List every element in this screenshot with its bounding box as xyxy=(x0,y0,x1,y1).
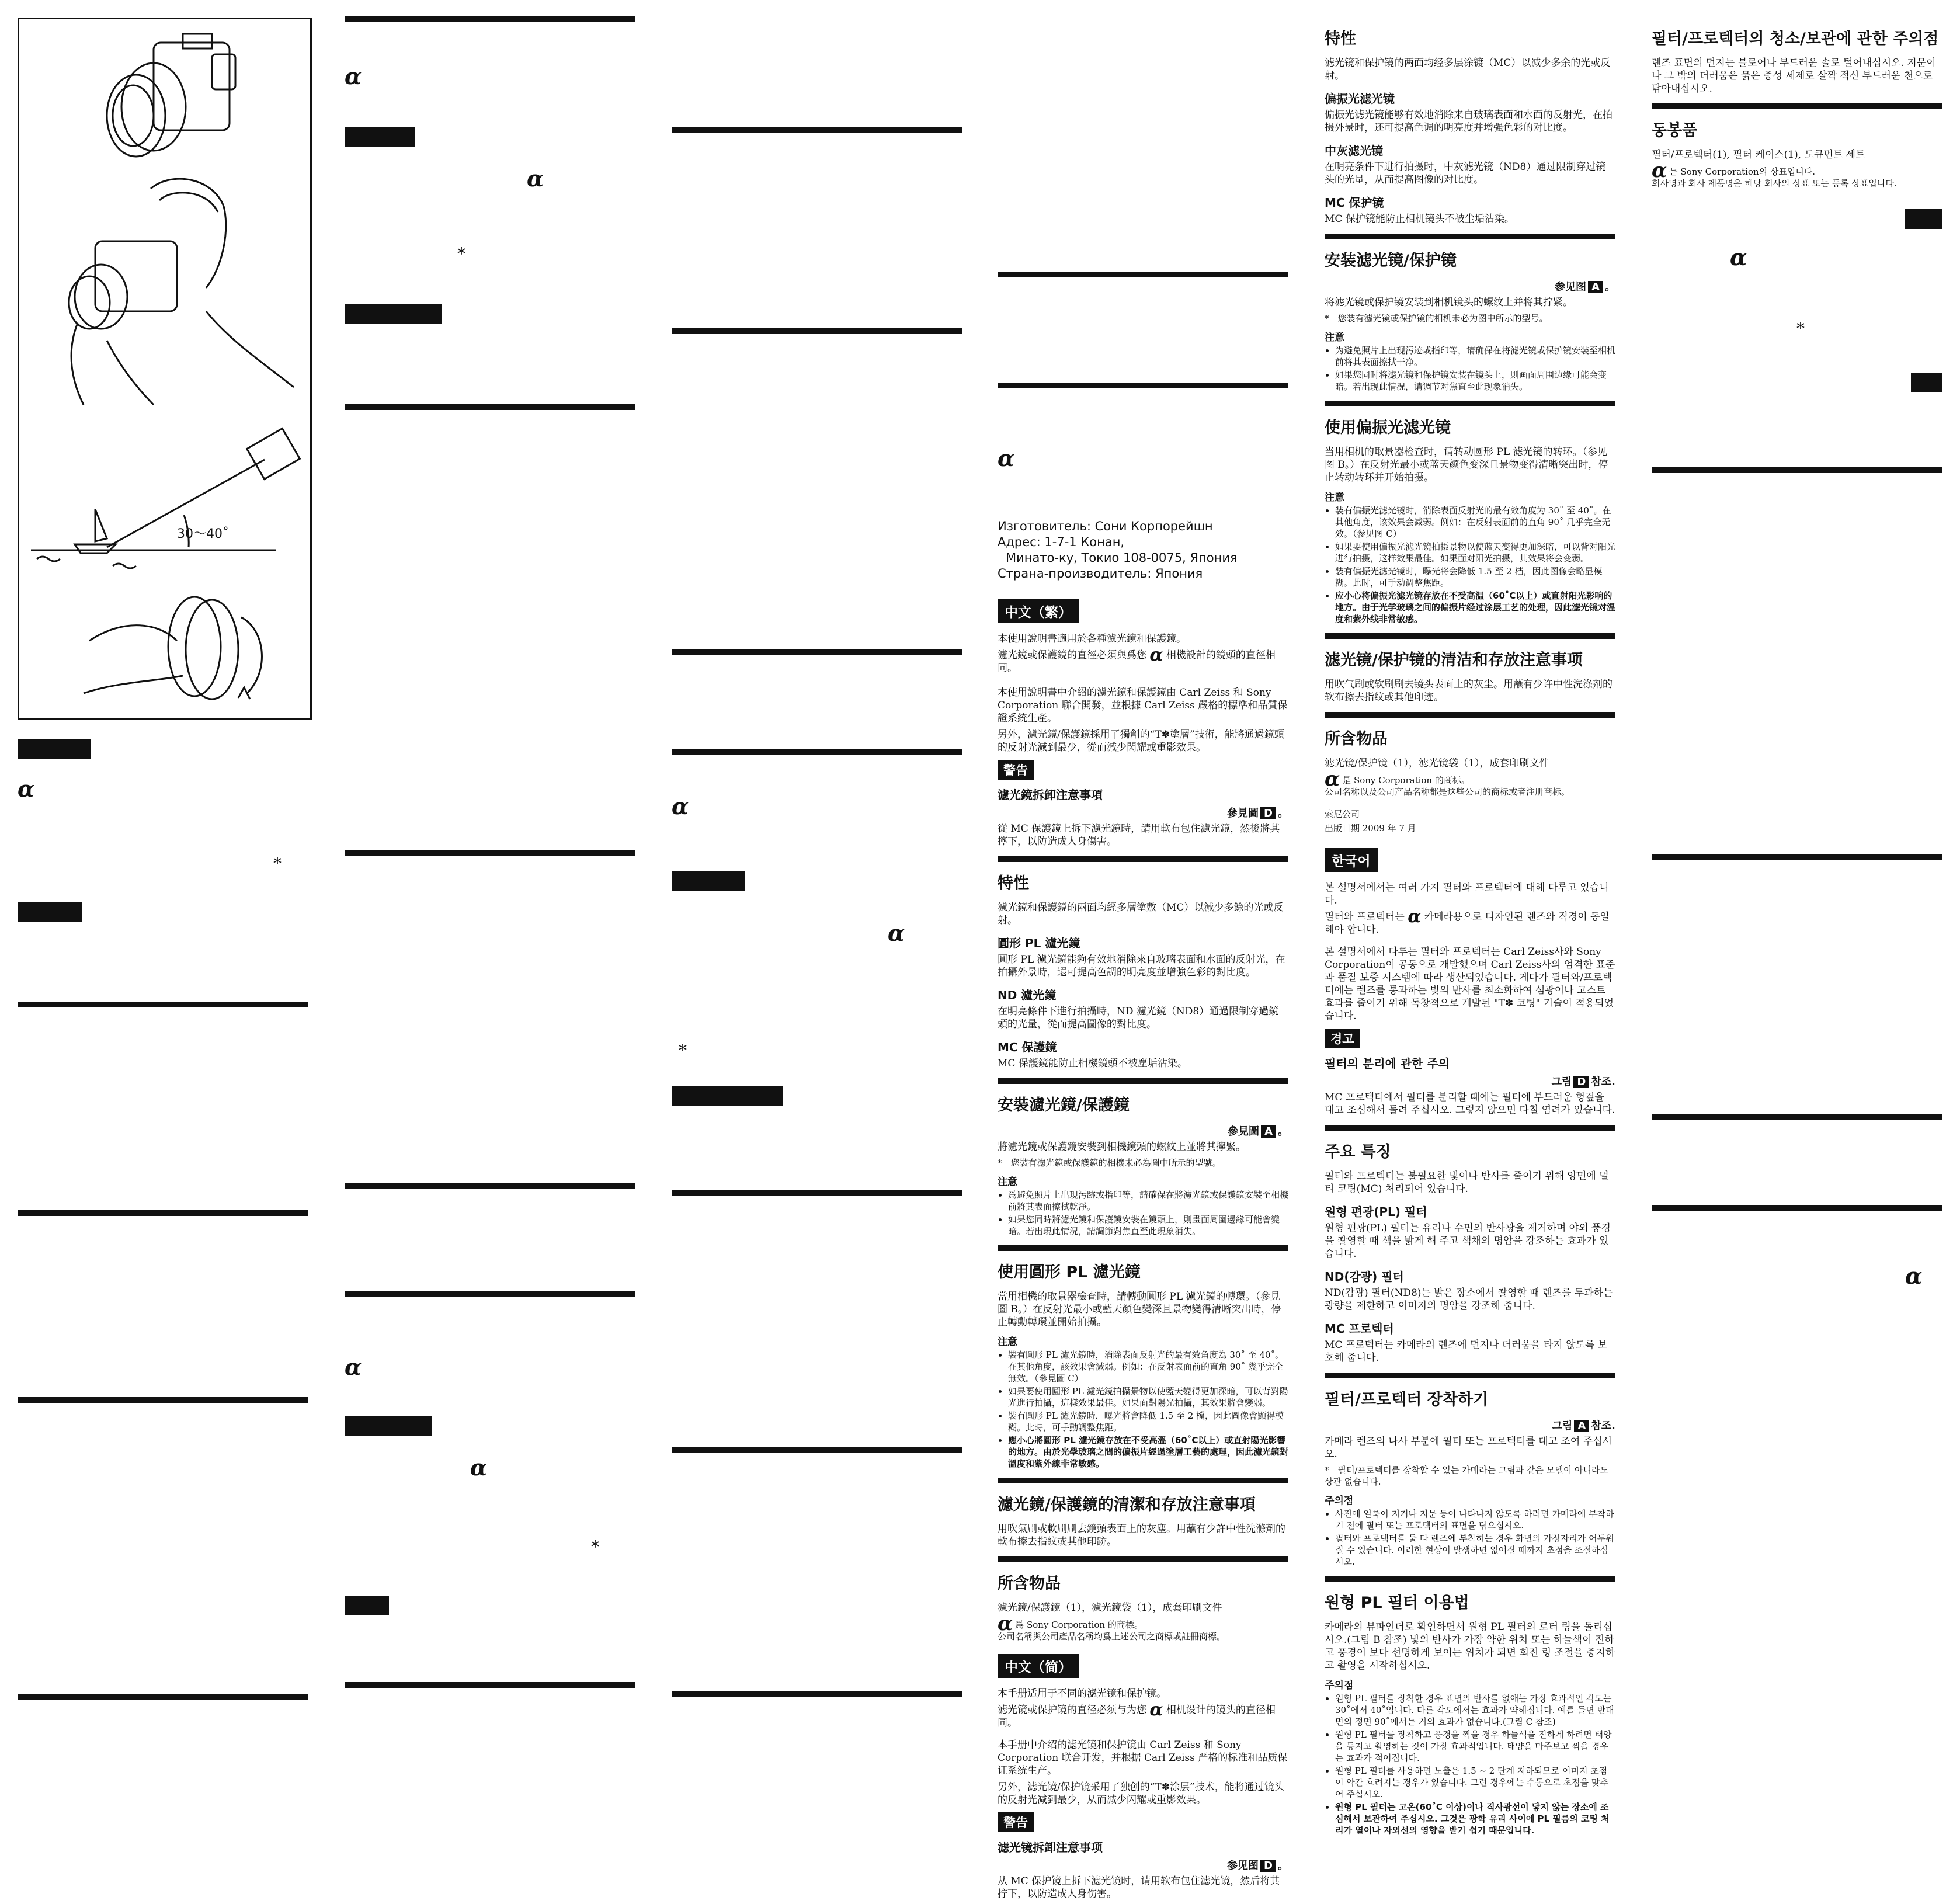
figure-d-panel xyxy=(18,582,312,720)
zh-cn-detach-text: 从 MC 保护镜上拆下滤光镜时，请用软布包住滤光镜，然后将其拧下，以防造成人身伤害。 xyxy=(998,1875,1280,1900)
ko-use-note-heading: 주의점 xyxy=(1325,1680,1354,1691)
ref-text: 參見圖 xyxy=(1228,1125,1260,1138)
zh-cn-intro2-b: 相机设计的镜头的直径相同。 xyxy=(998,1704,1276,1729)
figure-b-panel xyxy=(18,165,312,415)
column3-asterisk: * xyxy=(679,1041,687,1060)
column3-warning-bar xyxy=(672,1086,783,1106)
ref-figure-box: A xyxy=(1574,1420,1589,1432)
ref-text: 。 xyxy=(1278,1125,1288,1138)
ref-text: 。 xyxy=(1278,807,1288,819)
zh-tw-install-footnote: * 您裝有濾光鏡或保護鏡的相機未必為圖中所示的型號。 xyxy=(998,1158,1221,1168)
list-item: • 裝有圓形 PL 濾光鏡時，消除表面反射光的最有效角度為 30˚ 至 40˚。在其他角度，該效果會減弱。例如：在反射表面前的直角 90˚ 幾乎完全無效。（參見圖 C） xyxy=(1008,1349,1288,1384)
column1-rule xyxy=(18,1002,308,1007)
list-item: • 爲避免照片上出現污跡或指印等，請確保在將濾光鏡或保護鏡安裝至相機前將其表面擦拭乾淨。 xyxy=(1008,1189,1288,1212)
ref-text: 참조. xyxy=(1591,1420,1615,1432)
column6-alpha-logo: α xyxy=(1905,1263,1923,1289)
column6-rule xyxy=(1652,1205,1942,1211)
column6-text xyxy=(1652,23,1942,189)
list-item: • 装有偏振光滤光镜时，消除表面反射光的最有效角度为 30˚ 至 40˚。在其他角度，该效果会减弱。例如：在反射表面前的直角 90˚ 几乎完全无效。（参见图 C） xyxy=(1335,505,1615,540)
zh-tw-detach-text: 從 MC 保護鏡上拆下濾光鏡時，請用軟布包住濾光鏡，然後將其擰下，以防造成人身傷害。 xyxy=(998,823,1280,847)
zh-tw-install-ref xyxy=(998,1123,1288,1138)
ko-mc-text: MC 프로텍터는 카메라의 렌즈에 먼지나 더러움을 타지 않도록 보호해 줍니다. xyxy=(1325,1339,1608,1364)
zh-tw-mc-heading: MC 保護鏡 xyxy=(998,1040,1057,1054)
list-item: • 사진에 얼룩이 지거나 지문 등이 나타나지 않도록 하려면 카메라에 부착하기 전에 필터 또는 프로텍터의 표면을 닦으십시오. xyxy=(1335,1508,1615,1531)
ko-mc-heading: MC 프로텍터 xyxy=(1325,1322,1394,1336)
zh-tw-install-text: 將濾光鏡或保護鏡安裝到相機鏡頭的螺紋上並將其擰緊。 xyxy=(998,1141,1246,1153)
list-item: • 應小心將圓形 PL 濾光鏡存放在不受高溫（60˚C以上）或直射陽光影響的地方。由於光學玻璃之間的偏振片經過塗層工藝的處理，因此濾光鏡對溫度和紫外線非常敏感。 xyxy=(1008,1434,1288,1469)
column2-alpha-logo: α xyxy=(345,1354,362,1380)
zh-cn-intro1: 本手册适用于不同的滤光镜和保护镜。 xyxy=(998,1688,1166,1700)
zh-cn-warning-label: 警告 xyxy=(998,1812,1034,1832)
ref-text: 참조. xyxy=(1591,1076,1615,1088)
zh-cn-install-footnote: * 您装有滤光镜或保护镜的相机未必为图中所示的型号。 xyxy=(1325,313,1548,324)
zh-cn-nd-heading: 中灰滤光镜 xyxy=(1325,144,1383,158)
zh-tw-clean-text: 用吹氣刷或軟刷刷去鏡頭表面上的灰塵。用蘸有少許中性洗滌劑的軟布擦去指紋或其他印跡。 xyxy=(998,1523,1285,1548)
zh-cn-trademark xyxy=(1325,767,1615,798)
list-item: • 원형 PL 필터는 고온(60˚C 이상)이나 직사광선이 닿지 않는 장소에 조심해서 보관하여 주십시오. 그것은 광학 유리 사이에 PL 필름의 코팅 처리가 열이나 자외선의 영향을 받기 쉽기 때문입니다. xyxy=(1335,1801,1615,1836)
ko-intro3: 본 설명서에서 다루는 필터와 프로텍터는 Carl Zeiss사와 Sony Corporation이 공동으로 개발했으며 Carl Zeiss사의 엄격한 표준과 품질 보증 시스템에 따라 생산되었습니다. 게다가 필터와/프로텍터에는 렌즈를 통과하는 빛의 반사를 최소화하여 섬광이나 고스트 효과를 줄이기 위해 독창적으로 개발된 "T✽ 코팅" 기술이 적용되었습니다. xyxy=(1325,946,1615,1022)
column3-rule xyxy=(672,649,962,655)
alpha-logo: α xyxy=(1408,906,1422,927)
column6-language-bar xyxy=(1905,209,1942,229)
list-item: • 如果您同時將濾光鏡和保護鏡安裝在鏡頭上，則畫面周圍邊緣可能會變暗。若出現此情況，請調節對焦直至此現象消失。 xyxy=(1008,1214,1288,1237)
person-holding-camera-illustration xyxy=(19,165,310,413)
zh-cn-install-note-heading: 注意 xyxy=(1325,332,1344,343)
zh-cn-included-section xyxy=(1325,712,1615,834)
column2-alpha-logo: α xyxy=(527,165,544,192)
column2-language-bar xyxy=(345,1416,432,1436)
ref-text: 参见图 xyxy=(1227,1860,1259,1872)
zh-cn-nd-text: 在明亮条件下进行拍摄时，中灰滤光镜（ND8）通过限制穿过镜头的光量，从而提高图像的对比度。 xyxy=(1325,161,1606,186)
figure-a-panel xyxy=(18,18,312,169)
figure-c-panel xyxy=(18,413,312,584)
column4-alpha-logo: α xyxy=(998,445,1015,471)
column2-asterisk: * xyxy=(591,1537,599,1556)
zh-cn-language-label: 中文（简） xyxy=(998,1654,1079,1678)
zh-tw-use-note-heading: 注意 xyxy=(998,1336,1017,1348)
zh-tw-use-section xyxy=(998,1245,1288,1469)
zh-tw-pl-text: 圓形 PL 濾光鏡能夠有效地消除來自玻璃表面和水面的反射光，在拍攝外景時，還可提高色調的明亮度並增強色彩的對比度。 xyxy=(998,954,1285,978)
ko-nd-text: ND(감광) 필터(ND8)는 밝은 장소에서 촬영할 때 렌즈를 투과하는 광량을 제한하고 이미지의 명암을 강조해 줍니다. xyxy=(1325,1287,1613,1312)
list-item: • 원형 PL 필터를 장착한 경우 표면의 반사를 없애는 가장 효과적인 각도는 30˚에서 40˚입니다. 다른 각도에서는 효과가 약해집니다. 예를 들면 반대 면의 정면 90˚에서는 거의 효과가 없습니다.(그림 C 참조) xyxy=(1335,1693,1615,1728)
column2-warning-bar xyxy=(345,1596,389,1615)
zh-tw-intro1: 本使用說明書適用於各種濾光鏡和保護鏡。 xyxy=(998,633,1186,645)
ko-use-text: 카메라의 뷰파인더로 확인하면서 원형 PL 필터의 로터 링을 돌리십시오.(그림 B 참조) 빛의 반사가 가장 약한 위치 또는 하늘색이 진하고 풍경이 보다 선명하게 보이는 위치가 되면 회전 링 조절을 중지하고 촬영을 시작하십시오. xyxy=(1325,1621,1615,1672)
zh-tw-intro3: 本使用說明書中介紹的濾光鏡和保護鏡由 Carl Zeiss 和 Sony Corporation 聯合開發，並根據 Carl Zeiss 嚴格的標準和品質保證系統生產。 xyxy=(998,687,1288,724)
zh-tw-included-heading: 所含物品 xyxy=(998,1575,1061,1593)
zh-cn-use-heading: 使用偏振光滤光镜 xyxy=(1325,419,1451,437)
ko-intro1: 본 설명서에서는 여러 가지 필터와 프로텍터에 대해 다루고 있습니다. xyxy=(1325,882,1609,906)
zh-tw-warning-label: 警告 xyxy=(998,760,1034,780)
ko-clean-heading: 필터/프로텍터의 청소/보관에 관한 주의점 xyxy=(1652,30,1939,48)
ko-included-text: 필터/프로텍터(1), 필터 케이스(1), 도큐먼트 세트 xyxy=(1652,149,1865,161)
ref-text: 。 xyxy=(1278,1860,1288,1872)
zh-cn-intro2 xyxy=(998,1700,1288,1729)
ref-figure-box: A xyxy=(1261,1125,1276,1138)
column6-asterisk: * xyxy=(1796,319,1805,338)
column2-rule xyxy=(345,850,635,856)
alpha-logo: α xyxy=(1149,645,1163,665)
zh-tw-detach-heading: 濾光鏡拆卸注意事項 xyxy=(998,788,1103,802)
zh-tw-install-notes xyxy=(998,1189,1288,1237)
ko-use-notes xyxy=(1325,1693,1615,1836)
ko-pl-heading: 원형 편광(PL) 필터 xyxy=(1325,1205,1427,1219)
ref-figure-box: D xyxy=(1573,1076,1589,1088)
ko-trademark xyxy=(1652,159,1942,189)
zh-cn-included-text: 滤光镜/保护镜（1），滤光镜袋（1），成套印刷文件 xyxy=(1325,758,1549,769)
column6-rule xyxy=(1652,854,1942,860)
ref-figure-box: D xyxy=(1260,1860,1276,1872)
list-item: • 应小心将偏振光滤光镜存放在不受高温（60˚C以上）或直射阳光影响的地方。由于光学玻璃之间的偏振片经过涂层工艺的处理，因此滤光镜对温度和紫外线非常敏感。 xyxy=(1335,590,1615,625)
column2-language-bar xyxy=(345,127,415,147)
russian-manufacturer-block xyxy=(998,519,1288,582)
ko-install-ref xyxy=(1325,1417,1615,1433)
zh-cn-detach-heading: 滤光镜拆卸注意事项 xyxy=(998,1840,1103,1854)
tm-text: 爲 Sony Corporation 的商標。 xyxy=(1015,1620,1143,1630)
column2-alpha-logo: α xyxy=(345,63,362,89)
list-item: • 为避免照片上出现污迹或指印等，请确保在将滤光镜或保护镜安装至相机前将其表面擦拭干净。 xyxy=(1335,345,1615,368)
zh-tw-clean-section xyxy=(998,1478,1288,1548)
zh-cn-date: 出版日期 2009 年 7 月 xyxy=(1325,823,1416,833)
column3-alpha-logo: α xyxy=(888,920,905,946)
ko-features-text: 필터와 프로텍터는 불필요한 빛이나 반사를 줄이기 위해 양면에 멀티 코팅(MC) 처리되어 있습니다. xyxy=(1325,1170,1609,1195)
zh-cn-use-text: 当用相机的取景器检查时，请转动圆形 PL 滤光镜的转环。（参见图 B。）在反射光最小或蓝天颜色变深且景物变得清晰突出时，停止转动转环并开始拍摄。 xyxy=(1325,446,1608,484)
zh-cn-use-note-heading: 注意 xyxy=(1325,492,1344,503)
list-item: • 如果您同时将滤光镜和保护镜安装在镜头上，则画面周围边缘可能会变暗。若出现此情况，请调节对焦直至此现象消失。 xyxy=(1335,369,1615,392)
detaching-filter-illustration xyxy=(19,582,310,718)
column1-rule xyxy=(18,1397,308,1403)
ko-language-label: 한국어 xyxy=(1325,848,1378,872)
column6-warning-bar xyxy=(1911,373,1942,392)
zh-cn-intro4: 另外，滤光镜/保护镜采用了独创的“T✽涂层”技术，能将通过镜头的反射光减到最少，从而减少闪耀或重影效果。 xyxy=(998,1781,1284,1806)
ko-pl-text: 원형 편광(PL) 필터는 유리나 수면의 반사광을 제거하며 야외 풍경을 촬영할 때 색을 밝게 해 주고 색채의 명암을 강조하는 효과가 있습니다. xyxy=(1325,1222,1611,1260)
ko-intro2-b: 카메라용으로 디자인된 렌즈와 직경이 동일해야 합니다. xyxy=(1325,911,1610,936)
ko-features-section xyxy=(1325,1125,1615,1364)
column3-rule xyxy=(672,749,962,755)
ko-install-text: 카메라 렌즈의 나사 부분에 필터 또는 프로텍터를 대고 조여 주십시오. xyxy=(1325,1436,1613,1460)
column2-asterisk: * xyxy=(457,244,465,263)
ko-nd-heading: ND(감광) 필터 xyxy=(1325,1270,1404,1284)
zh-cn-install-ref xyxy=(1325,279,1615,294)
column2-rule xyxy=(345,1183,635,1189)
column2-rule xyxy=(345,404,635,410)
zh-cn-pl-heading: 偏振光滤光镜 xyxy=(1325,92,1395,106)
zh-cn-clean-heading: 滤光镜/保护镜的清洁和存放注意事项 xyxy=(1325,651,1583,669)
ko-install-note-heading: 주의점 xyxy=(1325,1495,1354,1507)
zh-tw-features-heading: 特性 xyxy=(998,874,1029,892)
column4-rule xyxy=(998,383,1288,388)
column3-rule xyxy=(672,127,962,133)
column3-rule xyxy=(672,328,962,334)
zh-cn-mc-text: MC 保护镜能防止相机镜头不被尘垢沾染。 xyxy=(1325,213,1514,225)
list-item: • 원형 PL 필터를 장착하고 풍경을 찍을 경우 하늘색을 진하게 하려면 태양을 등지고 촬영하는 것이 가장 효과적입니다. 태양을 마주보고 찍을 경우는 효과가 적어집니다. xyxy=(1335,1729,1615,1764)
zh-tw-mc-text: MC 保護鏡能防止相機鏡頭不被塵垢沾染。 xyxy=(998,1058,1187,1069)
column6-alpha-logo: α xyxy=(1730,244,1747,270)
column6-rule xyxy=(1652,1114,1942,1120)
zh-cn-company: 索尼公司 xyxy=(1325,809,1360,819)
zh-cn-use-notes xyxy=(1325,505,1615,625)
ko-detach-heading: 필터의 분리에 관한 주의 xyxy=(1325,1057,1450,1071)
zh-tw-detach-ref xyxy=(998,805,1288,820)
ko-intro2-a: 필터와 프로텍터는 xyxy=(1325,911,1405,923)
list-item: • 如果要使用圓形 PL 濾光鏡拍攝景物以使藍天變得更加深暗，可以背對陽光進行拍攝，這樣效果最佳。如果面對陽光拍攝，其效果將會變弱。 xyxy=(1008,1385,1288,1409)
column1-rule xyxy=(18,1694,308,1700)
reflection-angle-illustration xyxy=(19,413,310,582)
column2-rule xyxy=(345,16,635,22)
list-item: • 如果要使用偏振光滤光镜拍摄景物以使蓝天变得更加深暗，可以背对阳光进行拍摄，这样效果最佳。如果面对阳光拍摄，其效果将会变弱。 xyxy=(1335,541,1615,564)
ref-text: 그림 xyxy=(1552,1420,1573,1432)
column3-language-bar xyxy=(672,871,745,891)
column2-rule xyxy=(345,1291,635,1297)
alpha-logo: α xyxy=(1652,159,1667,182)
zh-tw-install-heading: 安裝濾光鏡/保護鏡 xyxy=(998,1096,1130,1114)
zh-tw-included-section xyxy=(998,1556,1288,1642)
zh-cn-use-section xyxy=(1325,401,1615,625)
zh-cn-install-notes xyxy=(1325,345,1615,392)
zh-tw-intro2 xyxy=(998,645,1288,675)
zh-tw-features-section xyxy=(998,856,1288,1070)
ru-manufacturer: Изготовитель: Сони Корпорейшн xyxy=(998,519,1213,533)
list-item: • 필터와 프로텍터를 둘 다 렌즈에 부착하는 경우 화면의 가장자리가 어두워질 수 있습니다. 이러한 현상이 발생하면 없어질 때까지 초점을 조절하십시오. xyxy=(1335,1533,1615,1568)
zh-cn-clean-section xyxy=(1325,633,1615,704)
column1-alpha-logo: α xyxy=(18,776,35,802)
ref-text: 。 xyxy=(1605,281,1615,293)
ko-warning-label: 경고 xyxy=(1325,1029,1360,1048)
zh-cn-install-section xyxy=(1325,234,1615,392)
zh-cn-install-text: 将滤光镜或保护镜安装到相机镜头的螺纹上并将其拧紧。 xyxy=(1325,297,1573,308)
ko-included-heading: 동봉품 xyxy=(1652,121,1698,140)
zh-tw-install-note-heading: 注意 xyxy=(998,1176,1017,1188)
figure-angle-label: 30～40˚ xyxy=(177,527,229,541)
zh-cn-clean-text: 用吹气刷或软刷刷去镜头表面上的灰尘。用蘸有少许中性洗涤剂的软布擦去指纹或其他印迹。 xyxy=(1325,679,1613,703)
column4-text xyxy=(998,519,1288,1904)
ko-install-section xyxy=(1325,1373,1615,1568)
zh-tw-nd-text: 在明亮條件下進行拍攝時，ND 濾光鏡（ND8）通過限制穿過鏡頭的光量，從而提高圖像的對比度。 xyxy=(998,1006,1279,1030)
tm-text: 是 Sony Corporation 的商标。 xyxy=(1342,775,1470,786)
ko-install-heading: 필터/프로텍터 장착하기 xyxy=(1325,1391,1489,1409)
column6-rule xyxy=(1652,467,1942,473)
tm-text: 는 Sony Corporation의 상표입니다. xyxy=(1669,166,1816,177)
ref-figure-box: A xyxy=(1588,281,1603,293)
alpha-logo: α xyxy=(998,1612,1013,1635)
column3-alpha-logo: α xyxy=(672,793,689,819)
column3-rule xyxy=(672,1190,962,1196)
ko-detach-text: MC 프로텍터에서 필터를 분리할 때에는 필터에 부드러운 헝겊을 대고 조심해서 돌려 주십시오. 그렇지 않으면 다칠 염려가 있습니다. xyxy=(1325,1092,1615,1116)
ru-country: Страна-производитель: Япония xyxy=(998,567,1203,581)
list-item: • 裝有圓形 PL 濾光鏡時，曝光將會降低 1.5 至 2 檔，因此圖像會顯得模糊。此時，可手動調整焦距。 xyxy=(1008,1410,1288,1433)
ko-install-footnote: * 필터/프로텍터를 장착할 수 있는 카메라는 그림과 같은 모델이 아니라도 상관 없습니다. xyxy=(1325,1465,1608,1487)
zh-cn-pl-text: 偏振光滤光镜能够有效地消除来自玻璃表面和水面的反射光，在拍摄外景时，还可提高色调的明亮度并增强色彩的对比度。 xyxy=(1325,109,1613,134)
column2-alpha-logo: α xyxy=(470,1454,488,1481)
column1-warning-bar xyxy=(18,902,82,922)
zh-cn-intro3: 本手册中介绍的滤光镜和保护镜由 Carl Zeiss 和 Sony Corporation 联合开发，并根据 Carl Zeiss 严格的标准和品质保证系统生产。 xyxy=(998,1739,1288,1777)
zh-tw-included-text: 濾光鏡/保護鏡（1），濾光鏡袋（1），成套印刷文件 xyxy=(998,1602,1222,1614)
column1-language-bar xyxy=(18,739,91,759)
ref-text: 參見圖 xyxy=(1227,807,1259,819)
zh-tw-pl-heading: 圓形 PL 濾光鏡 xyxy=(998,936,1080,950)
ko-use-heading: 원형 PL 필터 이용법 xyxy=(1325,1594,1469,1612)
ref-text: 그림 xyxy=(1551,1076,1572,1088)
zh-tw-intro2-a: 濾光鏡或保護鏡的直徑必須與爲您 xyxy=(998,649,1146,661)
tm-text: 회사명과 회사 제품명은 해당 회사의 상표 또는 등록 상표입니다. xyxy=(1652,178,1897,189)
ko-included-section xyxy=(1652,103,1942,189)
column3-rule xyxy=(672,1691,962,1697)
zh-tw-features-text: 濾光鏡和保護鏡的兩面均經多層塗敷（MC）以減少多餘的光或反射。 xyxy=(998,902,1284,926)
ru-address-line1: Адрес: 1-7-1 Конан, xyxy=(998,535,1125,549)
tm-text: 公司名稱與公司產品名稱均爲上述公司之商標或註冊商標。 xyxy=(998,1631,1226,1642)
column5-text xyxy=(1325,23,1615,1841)
zh-tw-use-heading: 使用圓形 PL 濾光鏡 xyxy=(998,1263,1141,1281)
zh-tw-trademark xyxy=(998,1612,1288,1642)
zh-tw-intro4: 另外，濾光鏡/保護鏡採用了獨創的“T✽塗層”技術，能將通過鏡頭的反射光減到最少，從而減少閃耀或重影效果。 xyxy=(998,729,1284,753)
column2-rule xyxy=(345,1682,635,1688)
column3-rule xyxy=(672,1447,962,1453)
zh-tw-use-text: 當用相機的取景器檢查時，請轉動圓形 PL 濾光鏡的轉環。（參見圖 B。）在反射光最小或藍天顏色變深且景物變得清晰突出時，停止轉動轉環並開始拍攝。 xyxy=(998,1291,1281,1328)
ko-install-notes xyxy=(1325,1508,1615,1568)
zh-cn-install-heading: 安装滤光镜/保护镜 xyxy=(1325,252,1457,270)
alpha-logo: α xyxy=(1149,1700,1163,1720)
ref-figure-box: D xyxy=(1260,807,1276,819)
ref-text: 参见图 xyxy=(1555,281,1587,293)
zh-cn-detach-ref xyxy=(998,1857,1288,1872)
ru-address-line2: Минато-ку, Токио 108-0075, Япония xyxy=(1006,551,1238,565)
ko-detach-ref xyxy=(1325,1073,1615,1089)
ko-features-heading: 주요 특징 xyxy=(1325,1143,1391,1161)
zh-tw-intro2-b: 相機設計的鏡頭的直徑相同。 xyxy=(998,649,1276,674)
zh-cn-features-heading: 特性 xyxy=(1325,30,1356,48)
zh-cn-intro2-a: 滤光镜或保护镜的直径必须与为您 xyxy=(998,1704,1146,1716)
column1-asterisk: * xyxy=(273,854,282,873)
zh-tw-nd-heading: ND 濾光鏡 xyxy=(998,988,1057,1002)
zh-tw-use-notes xyxy=(998,1349,1288,1469)
ko-clean-text: 렌즈 표면의 먼지는 블로어나 부드러운 솔로 털어내십시오. 지문이나 그 밖의 더러움은 묽은 중성 세제로 살짝 적신 부드러운 천으로 닦아내십시오. xyxy=(1652,57,1936,95)
ko-use-section xyxy=(1325,1576,1615,1836)
zh-cn-included-heading: 所含物品 xyxy=(1325,730,1388,748)
list-item: • 원형 PL 필터를 사용하면 노출은 1.5 ~ 2 단계 저하되므로 이미지 초점이 약간 흐려지는 경우가 있습니다. 그런 경우에는 수동으로 초점을 맞추어 주십시오. xyxy=(1335,1765,1615,1800)
column4-rule xyxy=(998,272,1288,277)
alpha-logo: α xyxy=(1325,767,1340,791)
zh-tw-language-label: 中文（繁） xyxy=(998,599,1079,623)
column2-warning-bar xyxy=(345,304,442,324)
zh-cn-features-text: 滤光镜和保护镜的两面均经多层涂镀（MC）以减少多余的光或反射。 xyxy=(1325,57,1611,82)
column1-rule xyxy=(18,1210,308,1216)
camera-lens-illustration xyxy=(19,19,310,167)
zh-tw-clean-heading: 濾光鏡/保護鏡的清潔和存放注意事項 xyxy=(998,1496,1256,1514)
ko-intro2 xyxy=(1325,906,1615,936)
list-item: • 装有偏振光滤光镜时，曝光将会降低 1.5 至 2 档，因此图像会略显模糊。此时，可手动调整焦距。 xyxy=(1335,565,1615,589)
tm-text: 公司名称以及公司产品名称都是这些公司的商标或者注册商标。 xyxy=(1325,787,1570,797)
zh-cn-mc-heading: MC 保护镜 xyxy=(1325,196,1384,210)
zh-tw-install-section xyxy=(998,1078,1288,1237)
